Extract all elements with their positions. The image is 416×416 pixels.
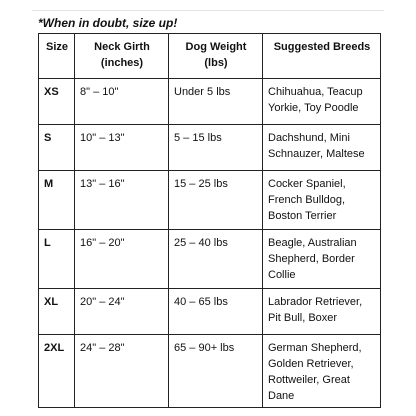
neck-girth-cell: 13" – 16" [75, 171, 169, 230]
dog-weight-cell: Under 5 lbs [169, 79, 263, 125]
breeds-cell: Beagle, Australian Shepherd, Border Collie [263, 230, 381, 289]
neck-girth-cell: 24" – 28" [75, 335, 169, 408]
breeds-cell: Dachshund, Mini Schnauzer, Maltese [263, 125, 381, 171]
dog-weight-cell: 15 – 25 lbs [169, 171, 263, 230]
header-row [39, 34, 381, 79]
dog-weight-cell: 5 – 15 lbs [169, 125, 263, 171]
dog-weight-cell: 25 – 40 lbs [169, 230, 263, 289]
size-cell: XL [39, 289, 75, 335]
header-suggested-breeds: Suggested Breeds [263, 34, 381, 79]
top-divider [32, 10, 384, 11]
dog-weight-cell: 40 – 65 lbs [169, 289, 263, 335]
neck-girth-cell: 8" – 10" [75, 79, 169, 125]
breeds-cell: Labrador Retriever, Pit Bull, Boxer [263, 289, 381, 335]
size-chart-table [38, 33, 381, 408]
neck-girth-cell: 20" – 24" [75, 289, 169, 335]
neck-girth-cell: 16" – 20" [75, 230, 169, 289]
size-cell: L [39, 230, 75, 289]
table-row [39, 79, 381, 125]
header-neck-girth: Neck Girth (inches) [75, 34, 169, 79]
size-up-note: *When in doubt, size up! [38, 16, 178, 30]
size-cell: XS [39, 79, 75, 125]
breeds-cell: Chihuahua, Teacup Yorkie, Toy Poodle [263, 79, 381, 125]
header-size: Size [39, 34, 75, 79]
table-row [39, 125, 381, 171]
dog-weight-cell: 65 – 90+ lbs [169, 335, 263, 408]
table-row [39, 289, 381, 335]
neck-girth-cell: 10" – 13" [75, 125, 169, 171]
table-row [39, 230, 381, 289]
breeds-cell: Cocker Spaniel, French Bulldog, Boston Terrier [263, 171, 381, 230]
header-dog-weight: Dog Weight (lbs) [169, 34, 263, 79]
size-cell: 2XL [39, 335, 75, 408]
table-row [39, 171, 381, 230]
breeds-cell: German Shepherd, Golden Retriever, Rottweiler, Great Dane [263, 335, 381, 408]
size-cell: M [39, 171, 75, 230]
size-cell: S [39, 125, 75, 171]
table-row [39, 335, 381, 408]
